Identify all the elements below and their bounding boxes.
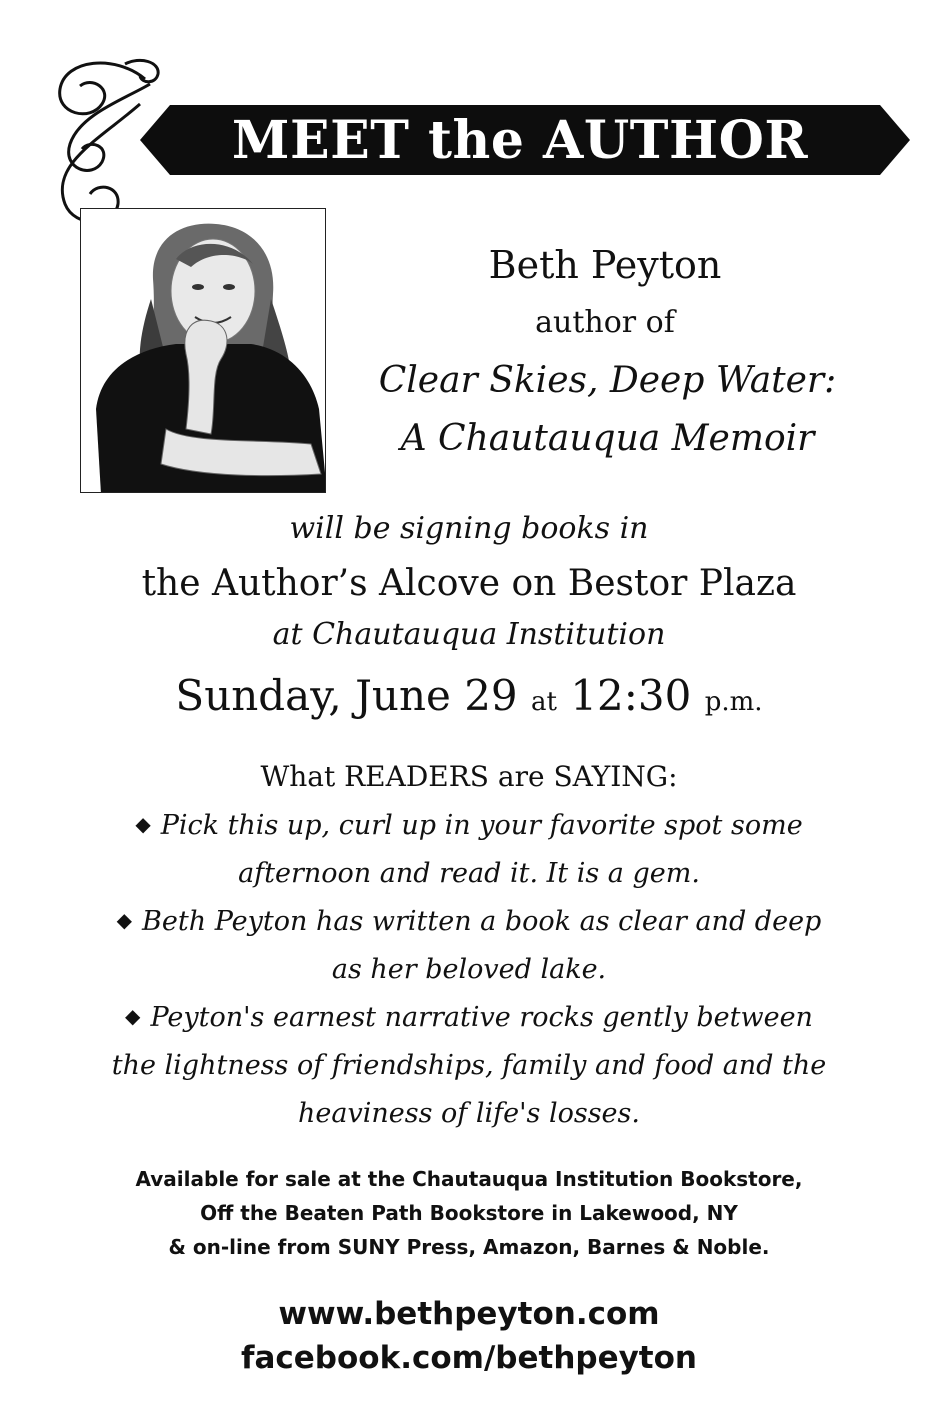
author-name: Beth Peyton (488, 243, 722, 287)
diamond-bullet-icon: ◆ (116, 908, 133, 932)
reader-quote (60, 800, 878, 898)
book-title-line-1: Clear Skies, Deep Water: (378, 360, 837, 401)
availability-info (0, 1162, 938, 1264)
event-ampm: p.m. (704, 687, 763, 717)
venue-text: the Author’s Alcove on Bestor Plaza (141, 563, 797, 604)
signing-text: will be signing books in (289, 511, 649, 546)
quote-line: Pick this up, curl up in your favorite spot some (160, 810, 803, 841)
event-time: 12:30 (570, 671, 692, 720)
author-portrait-image (81, 209, 326, 493)
readers-heading: What READERS are SAYING: (260, 760, 678, 793)
quote-line: Beth Peyton has written a book as clear and deep (142, 906, 822, 937)
contact-links (0, 1292, 938, 1380)
quote-line: heaviness of life's losses. (298, 1098, 640, 1129)
author-photo (80, 208, 326, 493)
quote-line: Peyton's earnest narrative rocks gently between (150, 1002, 813, 1033)
banner-title: MEET the AUTHOR (231, 110, 809, 171)
facebook-link[interactable]: facebook.com/bethpeyton (241, 1340, 697, 1376)
institution-text: at Chautauqua Institution (272, 617, 666, 652)
event-at: at (531, 687, 557, 717)
reader-quote (60, 992, 878, 1138)
event-datetime (0, 668, 938, 730)
availability-line: & on-line from SUNY Press, Amazon, Barnes & Noble. (168, 1235, 770, 1259)
author-of-label: author of (535, 305, 675, 340)
diamond-bullet-icon: ◆ (125, 1004, 141, 1028)
event-date: Sunday, June 29 (175, 671, 518, 720)
reader-quote (60, 896, 878, 994)
quote-line: the lightness of friendships, family and food and the (111, 1050, 827, 1081)
diamond-bullet-icon: ◆ (135, 812, 151, 836)
book-title-line-2: A Chautauqua Memoir (400, 418, 815, 459)
quote-line: afternoon and read it. It is a gem. (238, 858, 700, 889)
website-link[interactable]: www.bethpeyton.com (278, 1296, 660, 1332)
quote-line: as her beloved lake. (331, 954, 607, 985)
availability-line: Available for sale at the Chautauqua Institution Bookstore, (135, 1167, 803, 1191)
availability-line: Off the Beaten Path Bookstore in Lakewood, NY (200, 1201, 738, 1225)
